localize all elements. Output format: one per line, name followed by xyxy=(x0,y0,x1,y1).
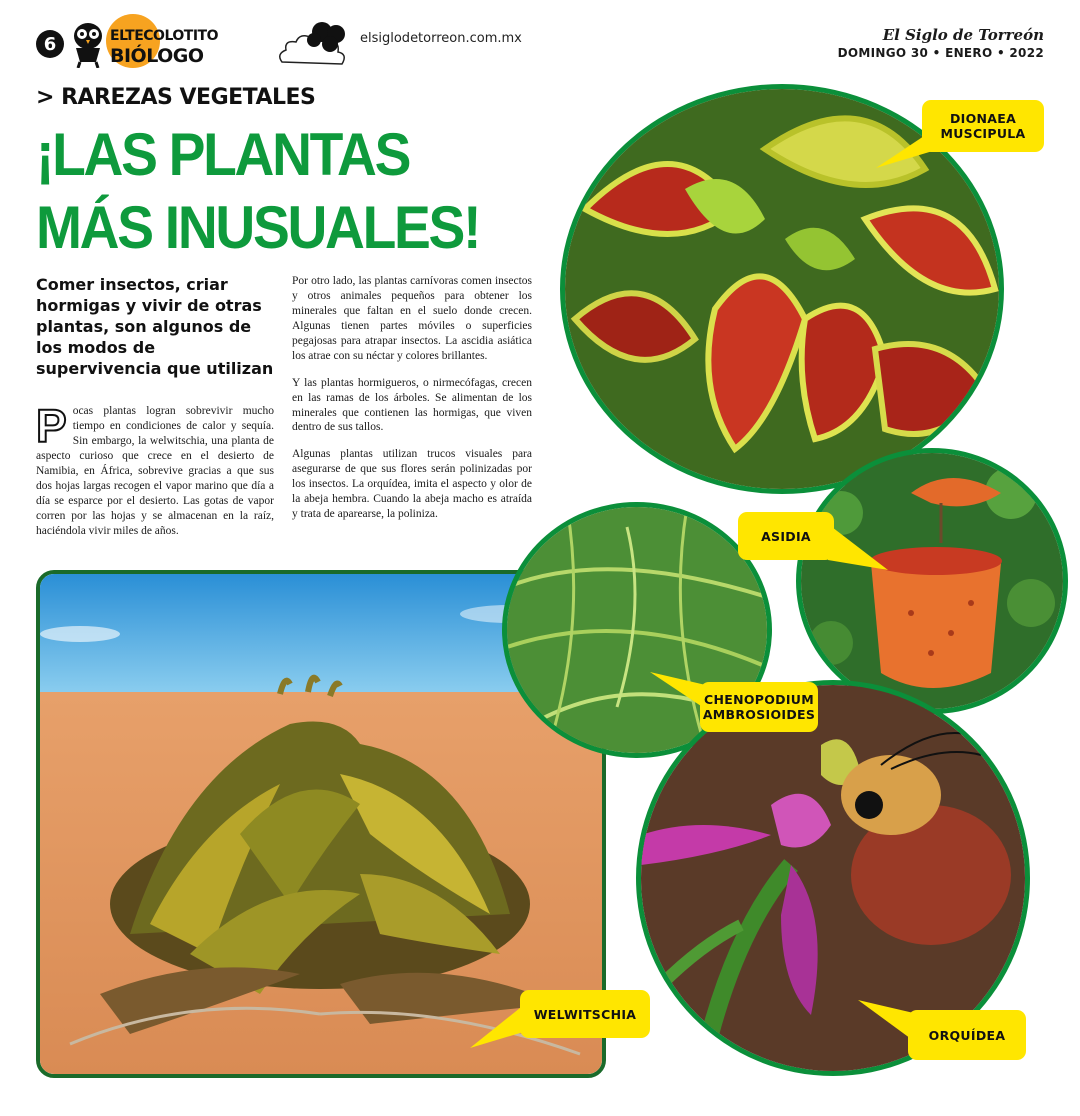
paragraph-3: Y las plantas hormigueros, o nirmecófagas, crecen en las ramas de los árboles. Se alimentan de los minerales que contienen las hormigas, que viven dentro de sus tallos. xyxy=(292,376,532,434)
site-url[interactable]: elsiglodetorreon.com.mx xyxy=(360,31,522,46)
welwitschia-label: WELWITSCHIA xyxy=(520,990,650,1038)
pitcher-plant-illustration xyxy=(801,453,1063,709)
drop-cap: P xyxy=(36,400,67,452)
issue-date: DOMINGO 30 • ENERO • 2022 xyxy=(837,46,1044,60)
asidia-label: ASIDIA xyxy=(738,512,834,560)
paragraph-1-text: ocas plantas logran sobrevivir mucho tiempo en condiciones de calor y sequía. Sin embargo, la welwitschia, una planta de aspecto curioso que crece en el desierto de Namibia, en África, sobrevive gracias a que sus dos hojas largas recogen el vapor marino que día a día se esparce por el desierto. Las gotas de vapor corren por las hojas y se almacenan en la raíz, haciéndola vivir miles de años. xyxy=(36,405,274,537)
owl-icon xyxy=(68,18,108,68)
body-column-2 xyxy=(292,274,532,534)
headline xyxy=(36,118,524,264)
dionaea-label xyxy=(922,100,1044,152)
paragraph-2: Por otro lado, las plantas carnívoras comen insectos y otros animales pequeños para obtener los minerales que faltan en el suelo donde crecen. Algunas tienen partes móviles o superficies pegajosas para atrapar insectos. La ascidia asiática los atrae con su néctar y colores brillantes. xyxy=(292,275,532,362)
logo-line1: ELTECOLOTITO xyxy=(110,28,218,44)
orquidea-label: ORQUÍDEA xyxy=(908,1010,1026,1060)
page-number: 6 xyxy=(36,30,64,58)
paragraph-4: Algunas plantas utilizan trucos visuales para asegurarse de que sus flores serán polinizadas por los insectos. La orquídea, imita el aspecto y olor de la abeja hembra. Cuando la abeja macho es atraída y trata de aparearse, la poliniza. xyxy=(292,448,532,521)
section-label: > RAREZAS VEGETALES xyxy=(36,85,316,110)
cloud-icon xyxy=(276,18,356,72)
dionaea-label-line2: MUSCIPULA xyxy=(940,126,1026,141)
deck: Comer insectos, criar hormigas y vivir de otras plantas, son algunos de los modos de supervivencia que utilizan xyxy=(36,275,274,379)
logo-line2: BIÓLOGO xyxy=(110,45,204,67)
headline-line2: MÁS INUSUALES! xyxy=(36,194,480,262)
chenopodium-label-line1: CHENOPODIUM xyxy=(704,692,814,707)
dionaea-label-line1: DIONAEA xyxy=(949,111,1017,126)
chenopodium-label-line2: AMBROSIOIDES xyxy=(702,707,816,722)
asidia-label-tail xyxy=(828,520,888,570)
masthead: El Siglo de Torreón xyxy=(882,26,1044,44)
asidia-photo xyxy=(796,448,1068,714)
body-column-1 xyxy=(36,400,274,550)
paragraph-1 xyxy=(36,400,274,538)
tecolotito-logo xyxy=(68,14,218,70)
headline-line1: ¡LAS PLANTAS xyxy=(36,121,410,188)
chenopodium-label xyxy=(700,682,818,732)
